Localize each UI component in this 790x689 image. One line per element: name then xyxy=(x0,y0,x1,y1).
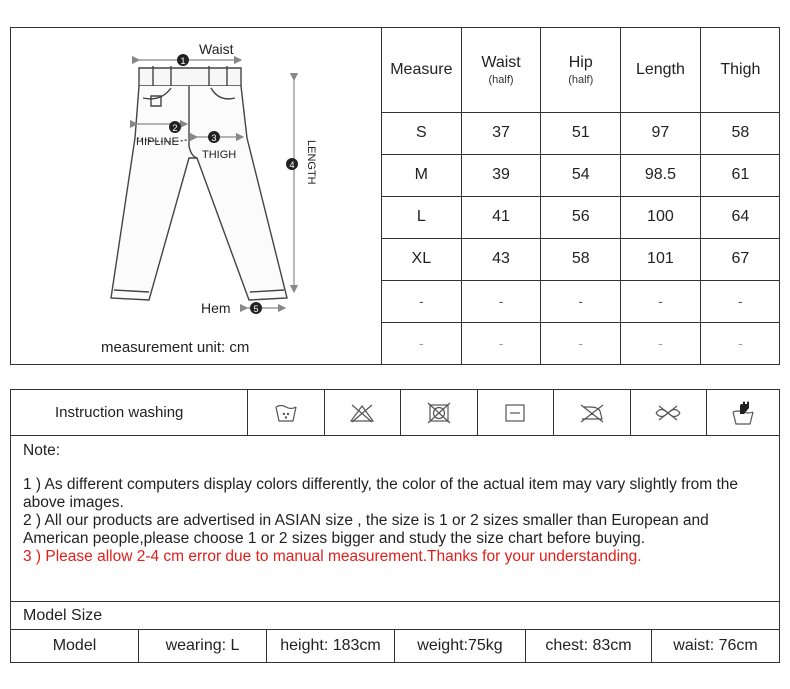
thigh-cell: 61 xyxy=(700,154,780,196)
svg-text:3: 3 xyxy=(211,133,217,143)
model-size-title: Model Size xyxy=(11,602,779,630)
notes-title: Note: xyxy=(23,442,61,459)
thigh-cell: 58 xyxy=(700,112,780,154)
table-row xyxy=(382,112,781,154)
size-cell: M xyxy=(382,154,462,196)
table-row xyxy=(382,322,781,364)
waist-cell: 43 xyxy=(461,238,541,280)
thigh-cell: - xyxy=(700,322,780,364)
hem-label: Hem xyxy=(201,300,231,316)
size-cell: L xyxy=(382,196,462,238)
hip-cell: 58 xyxy=(541,238,621,280)
size-table xyxy=(381,28,780,364)
waist-cell: - xyxy=(461,322,541,364)
thigh-cell: 64 xyxy=(700,196,780,238)
svg-text:4: 4 xyxy=(289,160,295,170)
length-label: LENGTH xyxy=(305,140,317,185)
length-cell: - xyxy=(621,280,701,322)
measurement-unit: measurement unit: cm xyxy=(101,339,250,356)
washing-label: Instruction washing xyxy=(11,390,248,435)
note-item: 2 ) All our products are advertised in ASIAN size , the size is 1 or 2 sizes smaller than European and American people,please choose 1 or 2 sizes bigger and study the size chart before buying. xyxy=(23,512,709,547)
waist-cell: - xyxy=(461,280,541,322)
iron-low-icon xyxy=(554,390,631,435)
pants-diagram xyxy=(11,28,381,364)
length-cell: 97 xyxy=(621,112,701,154)
svg-text:2: 2 xyxy=(172,123,178,133)
dry-flat-icon xyxy=(478,390,555,435)
hip-cell: - xyxy=(541,280,621,322)
length-cell: - xyxy=(621,322,701,364)
care-and-notes-panel xyxy=(10,389,780,663)
size-cell: XL xyxy=(382,238,462,280)
length-cell: 100 xyxy=(621,196,701,238)
no-bleach-icon xyxy=(325,390,402,435)
header-hip: Hip (half) xyxy=(541,28,621,112)
waist-cell: 41 xyxy=(461,196,541,238)
table-row xyxy=(382,154,781,196)
size-cell: S xyxy=(382,112,462,154)
hand-wash-icon xyxy=(707,390,779,435)
model-waist-cell: waist: 76cm xyxy=(673,637,758,654)
thigh-label: THIGH xyxy=(202,149,237,161)
pants-illustration xyxy=(11,28,381,364)
table-row xyxy=(382,238,781,280)
model-height-cell: height: 183cm xyxy=(267,630,395,662)
wash-30-icon xyxy=(248,390,325,435)
waist-cell: 37 xyxy=(461,112,541,154)
size-chart-panel xyxy=(10,27,780,365)
waist-label: Waist xyxy=(199,41,234,57)
hip-cell: 56 xyxy=(541,196,621,238)
hip-cell: 51 xyxy=(541,112,621,154)
thigh-cell: - xyxy=(700,280,780,322)
size-table-header xyxy=(382,28,781,112)
header-thigh: Thigh xyxy=(700,28,780,112)
model-chest-cell: chest: 83cm xyxy=(526,630,652,662)
svg-text:1: 1 xyxy=(180,56,186,66)
table-row xyxy=(382,280,781,322)
notes-section xyxy=(11,436,779,602)
hipline-label: HIPLINE xyxy=(136,136,179,148)
washing-instructions-row xyxy=(11,390,779,436)
length-cell: 101 xyxy=(621,238,701,280)
thigh-cell: 67 xyxy=(700,238,780,280)
no-tumble-dry-icon xyxy=(401,390,478,435)
note-warning: 3 ) Please allow 2-4 cm error due to manual measurement.Thanks for your understanding. xyxy=(23,548,642,565)
hip-cell: - xyxy=(541,322,621,364)
header-measure: Measure xyxy=(382,28,462,112)
header-waist: Waist (half) xyxy=(461,28,541,112)
waist-cell: 39 xyxy=(461,154,541,196)
size-cell: - xyxy=(382,280,462,322)
hip-cell: 54 xyxy=(541,154,621,196)
header-length: Length xyxy=(621,28,701,112)
svg-text:5: 5 xyxy=(253,304,259,314)
pants-outline xyxy=(111,66,287,300)
note-item: 1 ) As different computers display colors differently, the color of the actual item may vary slightly from the above images. xyxy=(23,476,739,511)
size-cell: - xyxy=(382,322,462,364)
model-size-row xyxy=(11,630,779,662)
model-weight-cell: weight:75kg xyxy=(395,630,526,662)
length-cell: 98.5 xyxy=(621,154,701,196)
no-wring-icon xyxy=(631,390,708,435)
table-row xyxy=(382,196,781,238)
model-label-cell: Model xyxy=(11,630,139,662)
model-wearing-cell: wearing: L xyxy=(139,630,267,662)
